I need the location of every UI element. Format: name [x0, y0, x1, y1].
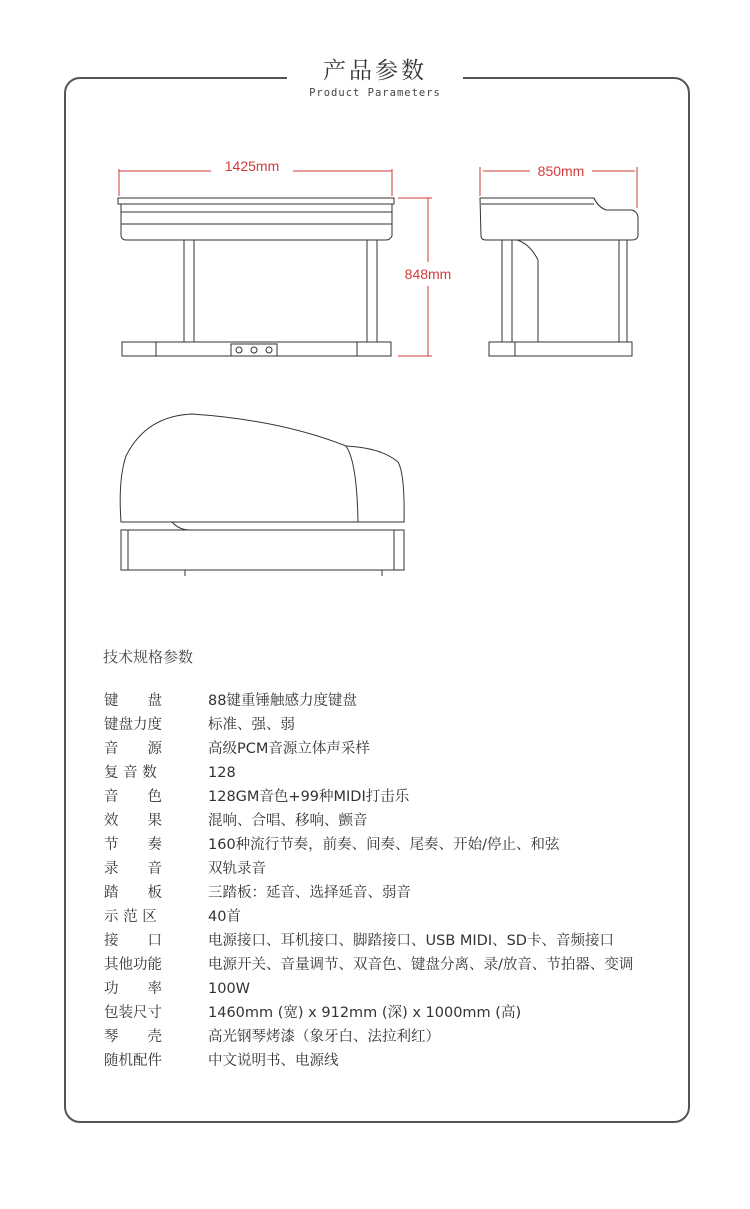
spec-value: 1460mm (宽) x 912mm (深) x 1000mm (高): [208, 1005, 522, 1021]
spec-label: 功 率: [104, 981, 162, 997]
spec-row-rhythm: [104, 833, 633, 857]
spec-label: 键盘力度: [104, 717, 162, 733]
spec-row-pedals: [104, 881, 633, 905]
spec-label: 其他功能: [104, 957, 162, 973]
specs-table: [104, 689, 633, 1073]
spec-row-demo: [104, 905, 633, 929]
spec-value: 电源开关、音量调节、双音色、键盘分离、录/放音、节拍器、变调: [208, 957, 634, 973]
page-subtitle: Product Parameters: [309, 87, 441, 99]
spec-row-other-functions: [104, 953, 633, 977]
spec-row-recording: [104, 857, 633, 881]
spec-label: 键 盘: [104, 693, 162, 709]
spec-label: 示 范 区: [104, 909, 157, 925]
spec-row-keyboard: [104, 689, 633, 713]
spec-label: 接 口: [104, 933, 162, 949]
spec-label: 踏 板: [104, 885, 162, 901]
spec-label: 效 果: [104, 813, 162, 829]
page-title: 产品参数: [322, 58, 427, 84]
spec-value: 高光钢琴烤漆（象牙白、法拉利红）: [208, 1029, 440, 1045]
front-view: [118, 169, 432, 356]
depth-dimension-label: 850mm: [537, 163, 585, 179]
side-view: [480, 167, 638, 356]
spec-label: 琴 壳: [104, 1029, 162, 1045]
spec-label: 音 色: [104, 789, 162, 805]
specs-heading: 技术规格参数: [103, 648, 194, 666]
top-view: [120, 414, 404, 576]
spec-value: 160种流行节奏，前奏、间奏、尾奏、开始/停止、和弦: [208, 837, 560, 853]
spec-value: 128: [208, 765, 236, 781]
width-dimension-label: 1425mm: [224, 158, 280, 174]
spec-row-effects: [104, 809, 633, 833]
height-dimension-label: 848mm: [404, 266, 452, 282]
spec-row-ports: [104, 929, 633, 953]
spec-value: 中文说明书、电源线: [208, 1053, 339, 1069]
spec-label: 录 音: [104, 861, 162, 877]
spec-label: 音 源: [104, 741, 162, 757]
spec-row-polyphony: [104, 761, 633, 785]
spec-row-cabinet: [104, 1025, 633, 1049]
spec-value: 三踏板：延音、选择延音、弱音: [208, 885, 411, 901]
spec-row-package-size: [104, 1001, 633, 1025]
spec-value: 100W: [208, 981, 251, 997]
spec-row-tones: [104, 785, 633, 809]
spec-value: 双轨录音: [208, 861, 266, 877]
spec-value: 40首: [208, 909, 241, 925]
spec-value: 电源接口、耳机接口、脚踏接口、USB MIDI、SD卡、音频接口: [208, 933, 614, 949]
spec-label: 随机配件: [104, 1053, 162, 1069]
spec-value: 88键重锤触感力度键盘: [208, 693, 357, 709]
spec-row-accessories: [104, 1049, 633, 1073]
spec-value: 高级PCM音源立体声采样: [208, 741, 370, 757]
spec-row-sound-source: [104, 737, 633, 761]
spec-value: 混响、合唱、移响、颤音: [208, 813, 368, 829]
spec-label: 包装尺寸: [104, 1005, 162, 1021]
spec-label: 节 奏: [104, 837, 162, 853]
spec-value: 标准、强、弱: [208, 717, 295, 733]
spec-label: 复 音 数: [104, 765, 157, 781]
spec-row-power: [104, 977, 633, 1001]
spec-value: 128GM音色+99种MIDI打击乐: [208, 789, 410, 805]
spec-row-touch: [104, 713, 633, 737]
